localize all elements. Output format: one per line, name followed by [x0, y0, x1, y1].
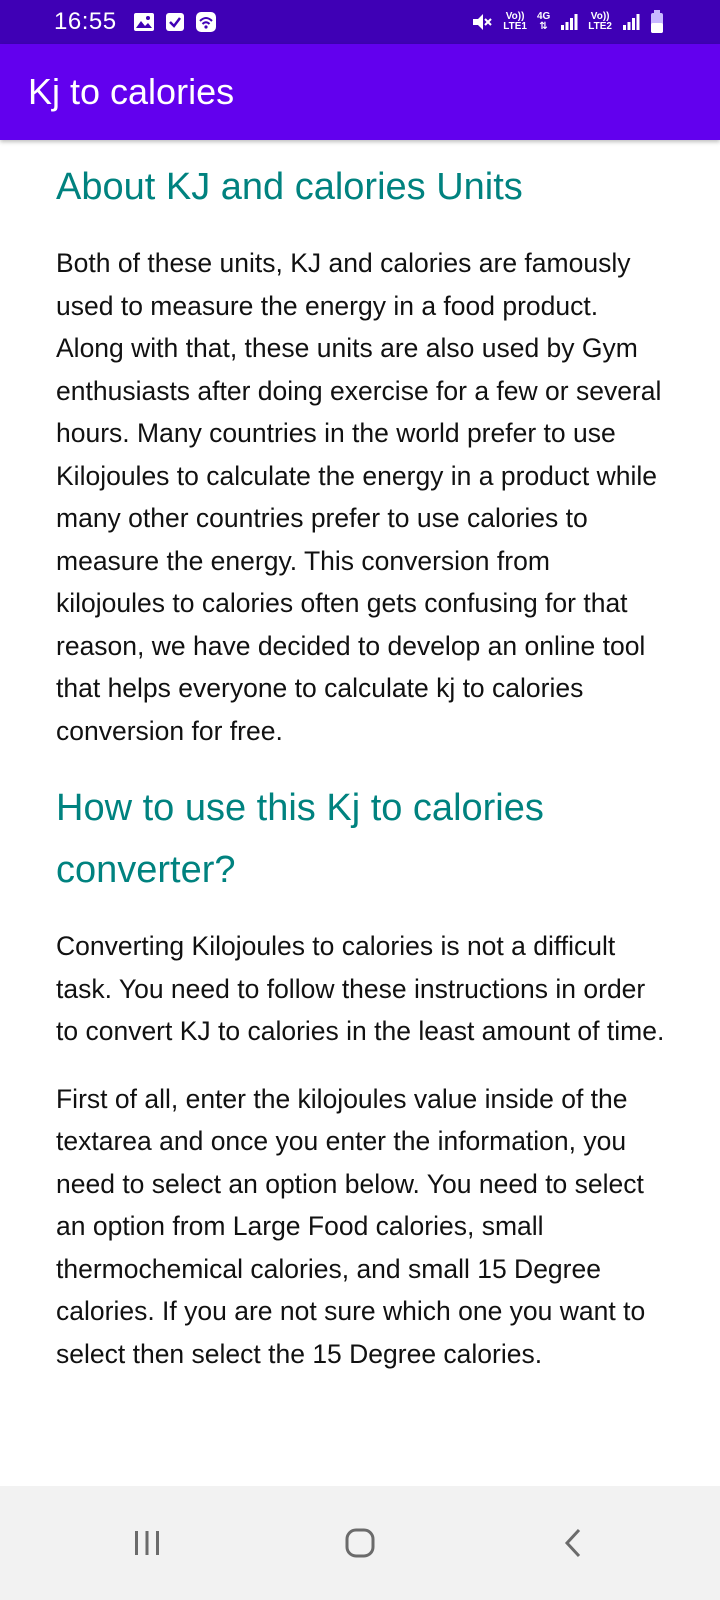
system-nav-bar — [0, 1486, 720, 1600]
volte-lte2-icon — [588, 12, 612, 32]
network-type-label: 4G — [536, 11, 551, 22]
back-button[interactable] — [533, 1503, 613, 1583]
sim1-lte-label: LTE1 — [503, 21, 527, 32]
article-content[interactable] — [56, 140, 666, 1486]
check-square-icon — [165, 12, 185, 32]
recent-apps-button[interactable] — [107, 1503, 187, 1583]
mute-icon — [471, 11, 493, 33]
app-title: Kj to calories — [28, 71, 235, 112]
network-type-icon — [537, 12, 550, 32]
paragraph-how-to-use: Converting Kilojoules to calories is not a difficult task. You need to follow these instructions in order to convert KJ to calories in the least amount of time. — [56, 931, 665, 1046]
battery-icon — [650, 10, 664, 34]
sim1-volte-label: Vo)) — [505, 11, 525, 22]
status-bar — [0, 0, 720, 44]
home-icon — [344, 1527, 376, 1559]
status-bar-left — [54, 8, 217, 36]
paragraph-about-units: Both of these units, KJ and calories are famously used to measure the energy in a food product. Along with that, these units are also used by Gym enthusiasts after doing exercise for a few or several hours. Many countries in the world prefer to use Kilojoules to calculate the energy in a product while many other countries prefer to use calories to measure the energy. This conversion from kilojoules to calories often gets confusing for that reason, we have decided to develop an online tool that helps everyone to calculate kj to calories conversion for free. — [56, 248, 662, 746]
heading-how-to-use: How to use this Kj to calories converter? — [56, 787, 544, 891]
recent-apps-icon — [132, 1529, 162, 1557]
signal-icon — [622, 13, 640, 31]
status-time: 16:55 — [54, 8, 117, 35]
wifi-calling-icon — [195, 11, 217, 33]
volte-lte1-icon — [503, 12, 527, 32]
paragraph-instructions: First of all, enter the kilojoules value inside of the textarea and once you enter the information, you need to select an option below. You need to select an option from Large Food calories, small thermochemical calories, and small 15 Degree calories. If you are not sure which one you want to select then select the 15 Degree calories. — [56, 1083, 646, 1369]
data-arrows-icon: ⇅ — [539, 21, 548, 32]
status-bar-right — [471, 10, 664, 34]
back-icon — [562, 1527, 584, 1559]
signal-icon — [560, 13, 578, 31]
sim2-volte-label: Vo)) — [590, 11, 610, 22]
app-bar — [0, 44, 720, 140]
home-button[interactable] — [320, 1503, 400, 1583]
heading-about-units: About KJ and calories Units — [56, 166, 523, 208]
sim2-lte-label: LTE2 — [588, 21, 612, 32]
image-icon — [133, 12, 155, 32]
